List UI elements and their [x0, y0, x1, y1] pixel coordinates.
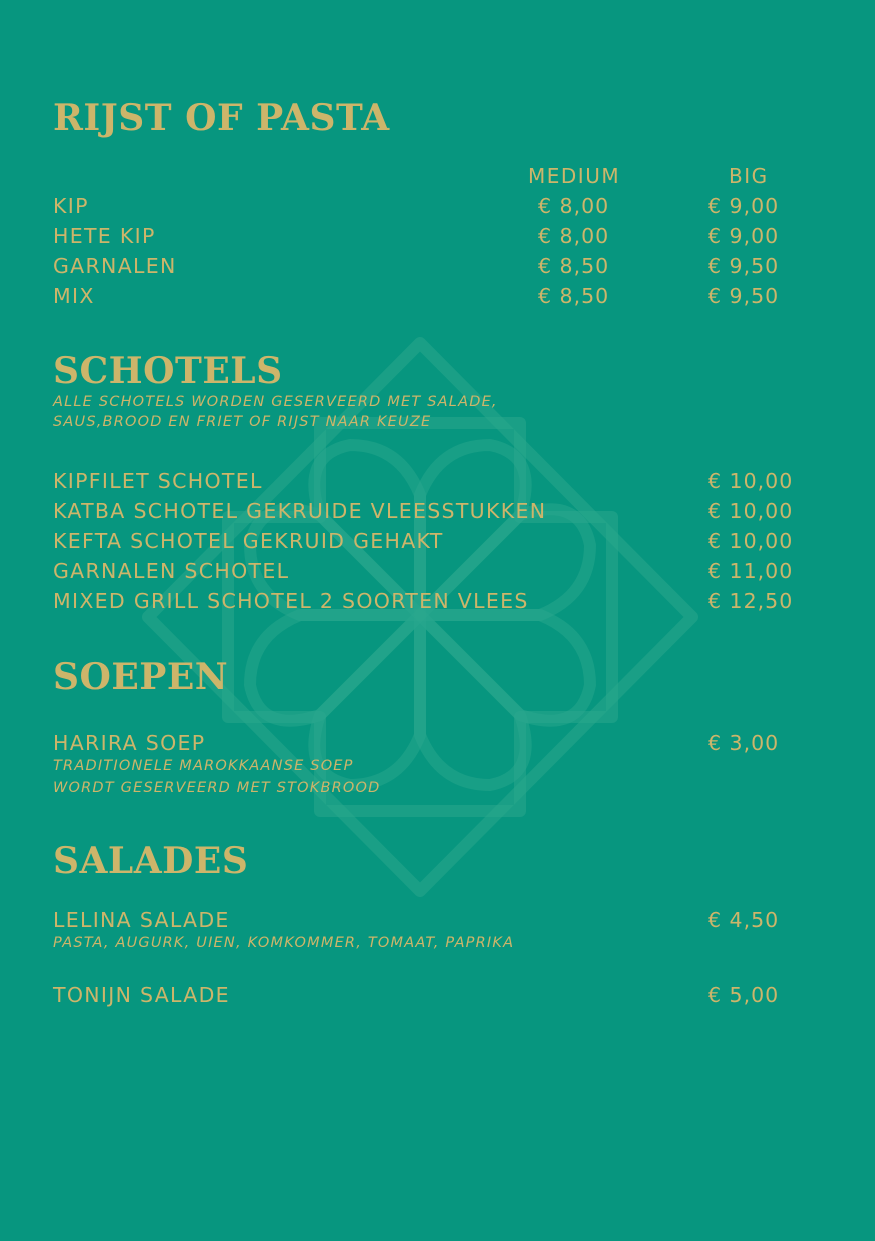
menu-item-name: HARIRA SOEP: [53, 731, 206, 755]
section-title-soepen: SOEPEN: [53, 656, 229, 698]
menu-item-price-medium: € 8,50: [538, 254, 610, 278]
menu-item-description: WORDT GESERVEERD MET STOKBROOD: [53, 780, 381, 796]
column-header-medium: MEDIUM: [528, 164, 621, 188]
menu-item-price-big: € 9,00: [708, 194, 780, 218]
menu-item-name: KEFTA SCHOTEL GEKRUID GEHAKT: [53, 529, 444, 553]
menu-item-name: LELINA SALADE: [53, 908, 230, 932]
menu-item-name: MIXED GRILL SCHOTEL 2 SOORTEN VLEES: [53, 589, 529, 613]
menu-item-name: HETE KIP: [53, 224, 156, 248]
menu-item-price-medium: € 8,00: [538, 194, 610, 218]
section-note: ALLE SCHOTELS WORDEN GESERVEERD MET SALADE,: [53, 394, 498, 410]
menu-item-price-medium: € 8,00: [538, 224, 610, 248]
section-title-salades: SALADES: [53, 840, 249, 882]
menu-item-price: € 4,50: [708, 908, 780, 932]
column-header-big: BIG: [729, 164, 769, 188]
menu-item-name: GARNALEN: [53, 254, 177, 278]
menu-item-description: PASTA, AUGURK, UIEN, KOMKOMMER, TOMAAT, PAPRIKA: [53, 935, 515, 951]
menu-item-price-big: € 9,00: [708, 224, 780, 248]
menu-item-price: € 3,00: [708, 731, 780, 755]
section-title-rijst: RIJST OF PASTA: [53, 97, 390, 139]
menu-item-price-big: € 9,50: [708, 254, 780, 278]
menu-item-name: TONIJN SALADE: [53, 983, 230, 1007]
menu-item-price: € 10,00: [708, 529, 794, 553]
menu-item-description: TRADITIONELE MAROKKAANSE SOEP: [53, 758, 354, 774]
menu-item-name: GARNALEN SCHOTEL: [53, 559, 290, 583]
section-note: SAUS,BROOD EN FRIET OF RIJST NAAR KEUZE: [53, 414, 432, 430]
menu-item-name: KIPFILET SCHOTEL: [53, 469, 263, 493]
menu-item-price-medium: € 8,50: [538, 284, 610, 308]
menu-item-price: € 12,50: [708, 589, 794, 613]
menu-item-price: € 11,00: [708, 559, 794, 583]
menu-item-name: MIX: [53, 284, 95, 308]
section-title-schotels: SCHOTELS: [53, 350, 283, 392]
menu-item-price: € 10,00: [708, 499, 794, 523]
menu-item-price-big: € 9,50: [708, 284, 780, 308]
menu-item-name: KIP: [53, 194, 89, 218]
menu-item-price: € 5,00: [708, 983, 780, 1007]
menu-item-name: KATBA SCHOTEL GEKRUIDE VLEESSTUKKEN: [53, 499, 547, 523]
menu-item-price: € 10,00: [708, 469, 794, 493]
